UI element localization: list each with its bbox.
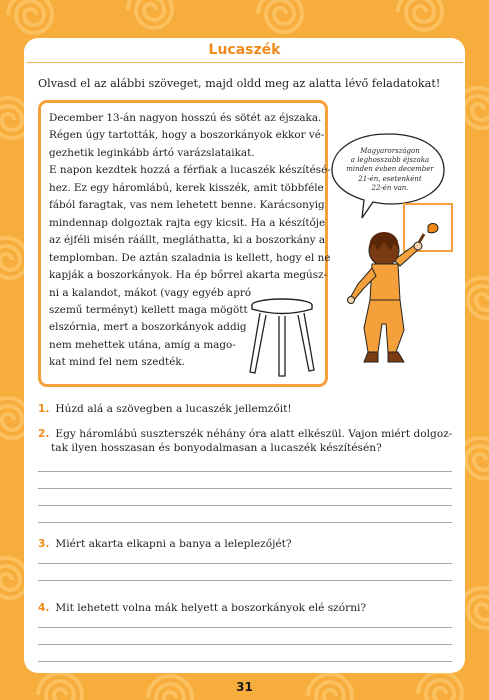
bubble-line: Magyarországon	[360, 147, 420, 155]
bubble-line: 21-én, esetenként	[358, 174, 422, 183]
question-number: 4.	[38, 602, 50, 614]
passage-line: Régen úgy tartották, hogy a boszorkányok ekkor vé-	[49, 129, 325, 142]
answer-line[interactable]	[38, 661, 452, 662]
bubble-line: 22-én van.	[371, 183, 409, 192]
question-number: 1.	[38, 403, 50, 415]
passage-line: elszórnia, mert a boszorkányok addig	[49, 321, 247, 334]
passage-line: templomban. De aztán szaladnia is kellett, hogy el ne	[49, 251, 331, 264]
answer-line[interactable]	[38, 505, 452, 506]
question-text: Mit lehetett volna mák helyett a boszorkányok elé szórni?	[55, 602, 367, 614]
passage-line: hez. Ez egy háromlábú, kerek kisszék, amit többféle	[49, 181, 324, 194]
girl-with-torch-illustration	[334, 220, 456, 370]
passage-line: gezhetik leginkább ártó varázslataikat.	[49, 146, 255, 159]
page-title: Lucaszék	[208, 42, 281, 58]
passage-line: kat mind fel nem szedték.	[49, 356, 185, 369]
answer-line[interactable]	[38, 563, 452, 564]
instruction-text: Olvasd el az alábbi szöveget, majd oldd meg az alatta lévő feladatokat!	[38, 77, 441, 90]
question-text: Egy háromlábú suszterszék néhány óra alatt elkészül. Vajon miért dolgoz-	[55, 428, 453, 440]
answer-line[interactable]	[38, 627, 452, 628]
passage-line: az éjféli misén ráállt, megláthatta, ki a boszorkány a	[49, 234, 326, 247]
question-text: Húzd alá a szövegben a lucaszék jellemzőit!	[55, 403, 292, 415]
question-text: Miért akarta elkapni a banya a leleplezőjét?	[55, 538, 292, 550]
question-number: 2.	[38, 428, 50, 440]
page-number: 31	[236, 680, 253, 694]
answer-line[interactable]	[38, 644, 452, 645]
passage-line: nem mehettek utána, amíg a mago-	[49, 338, 236, 351]
speech-bubble-text	[344, 147, 436, 193]
three-legged-stool-icon	[246, 296, 318, 378]
question-number: 3.	[38, 538, 50, 550]
passage-line: December 13-án nagyon hosszú és sötét az éjszaka.	[49, 112, 322, 124]
question-4	[38, 602, 366, 614]
answer-line[interactable]	[38, 522, 452, 523]
answer-line[interactable]	[38, 580, 452, 581]
answer-line[interactable]	[38, 488, 452, 489]
passage-line: fából faragtak, vas nem lehetett benne. Karácsonyig	[49, 199, 325, 212]
title-divider	[26, 62, 463, 63]
question-2-continued: tak ilyen hosszasan és bonyodalmasan a lucaszék készítésén?	[51, 442, 382, 454]
passage-line: kapják a boszorkányok. Ha ép bőrrel akarta megúsz-	[49, 269, 328, 282]
question-1	[38, 403, 292, 415]
question-3	[38, 538, 292, 550]
answer-line[interactable]	[38, 471, 452, 472]
passage-line: mindennap dolgoztak rajta egy kicsit. Ha a készítője	[49, 216, 326, 229]
passage-line: E napon kezdtek hozzá a férfiak a lucaszék készítésé-	[49, 164, 331, 177]
passage-line: szemű terményt) kellett maga mögött	[49, 303, 248, 316]
passage-line: ni a kalandot, mákot (vagy egyéb apró	[49, 286, 252, 299]
bubble-line: a leghosszabb éjszaka	[350, 156, 430, 165]
question-2	[38, 428, 452, 440]
bubble-line: minden évben december	[346, 165, 434, 174]
